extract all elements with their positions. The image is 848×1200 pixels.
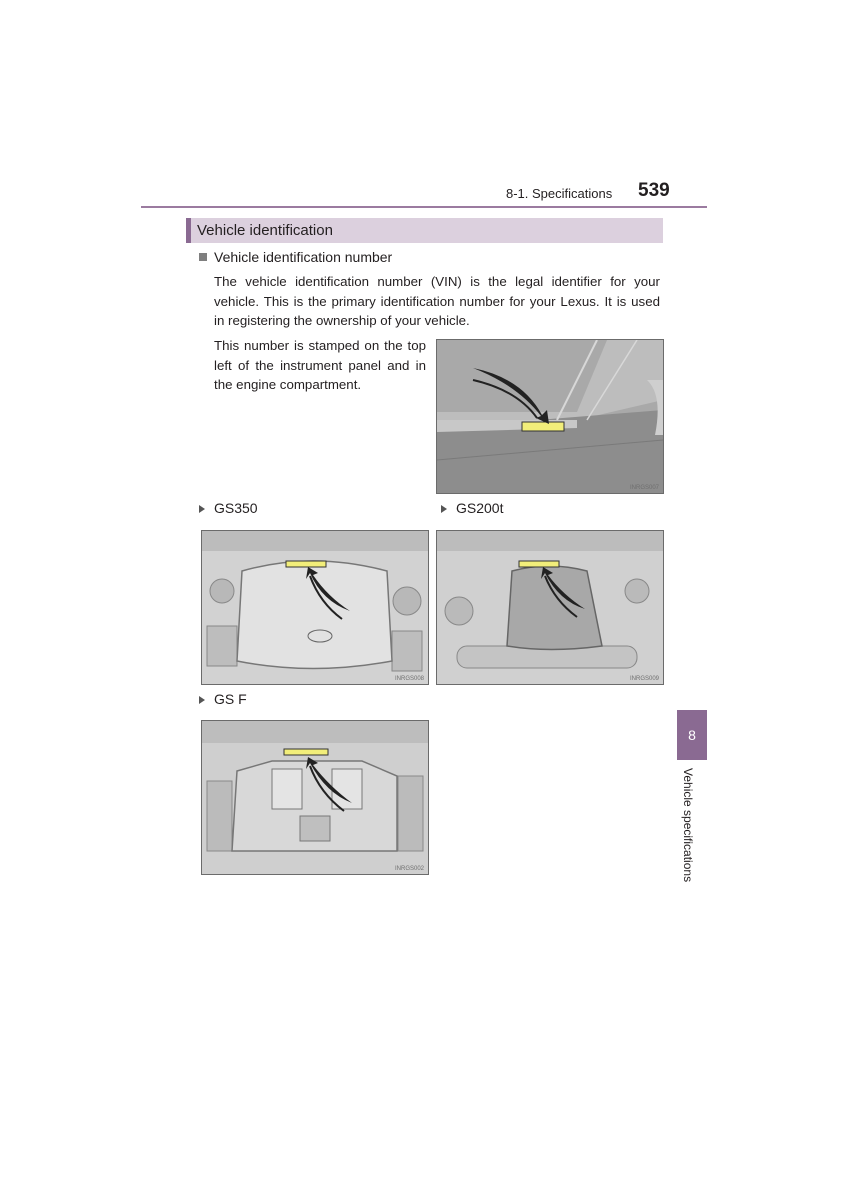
square-bullet-icon — [199, 253, 207, 261]
gs350-engine-figure — [201, 530, 429, 685]
dashboard-vin-figure — [436, 339, 664, 494]
vin-paragraph: The vehicle identification number (VIN) is the legal identifier for your vehicle. This is the primary identification number for your Lexus. It is used in registering the ownership of your vehicle. — [214, 274, 660, 328]
gsf-label: GS F — [214, 691, 247, 707]
gs350-label: GS350 — [214, 500, 258, 516]
vin-location-text: This number is stamped on the top left of the instrument panel and in the engine compartment. — [214, 338, 426, 392]
gsf-figure-code: INRGS002 — [394, 866, 424, 872]
page-number: 539 — [638, 180, 670, 201]
chapter-tab[interactable] — [677, 710, 707, 760]
section-title: Vehicle identification — [197, 222, 333, 239]
header-section-title: 8-1. Specifications — [506, 186, 613, 201]
triangle-bullet-icon — [441, 505, 447, 513]
chapter-title: Vehicle specifications — [681, 768, 695, 883]
gs200t-label: GS200t — [456, 500, 504, 516]
gs200t-figure-code: INRGS009 — [629, 676, 659, 682]
gs350-figure-code: INRGS008 — [394, 676, 424, 682]
triangle-bullet-icon — [199, 505, 205, 513]
dash-figure-code: INRGS007 — [629, 485, 659, 491]
section-bar-accent — [186, 218, 191, 243]
header-divider — [141, 206, 707, 208]
gsf-engine-figure — [201, 720, 429, 875]
triangle-bullet-icon — [199, 696, 205, 704]
vin-heading: Vehicle identification number — [214, 249, 393, 265]
chapter-number: 8 — [688, 727, 696, 743]
gs200t-engine-figure — [436, 530, 664, 685]
